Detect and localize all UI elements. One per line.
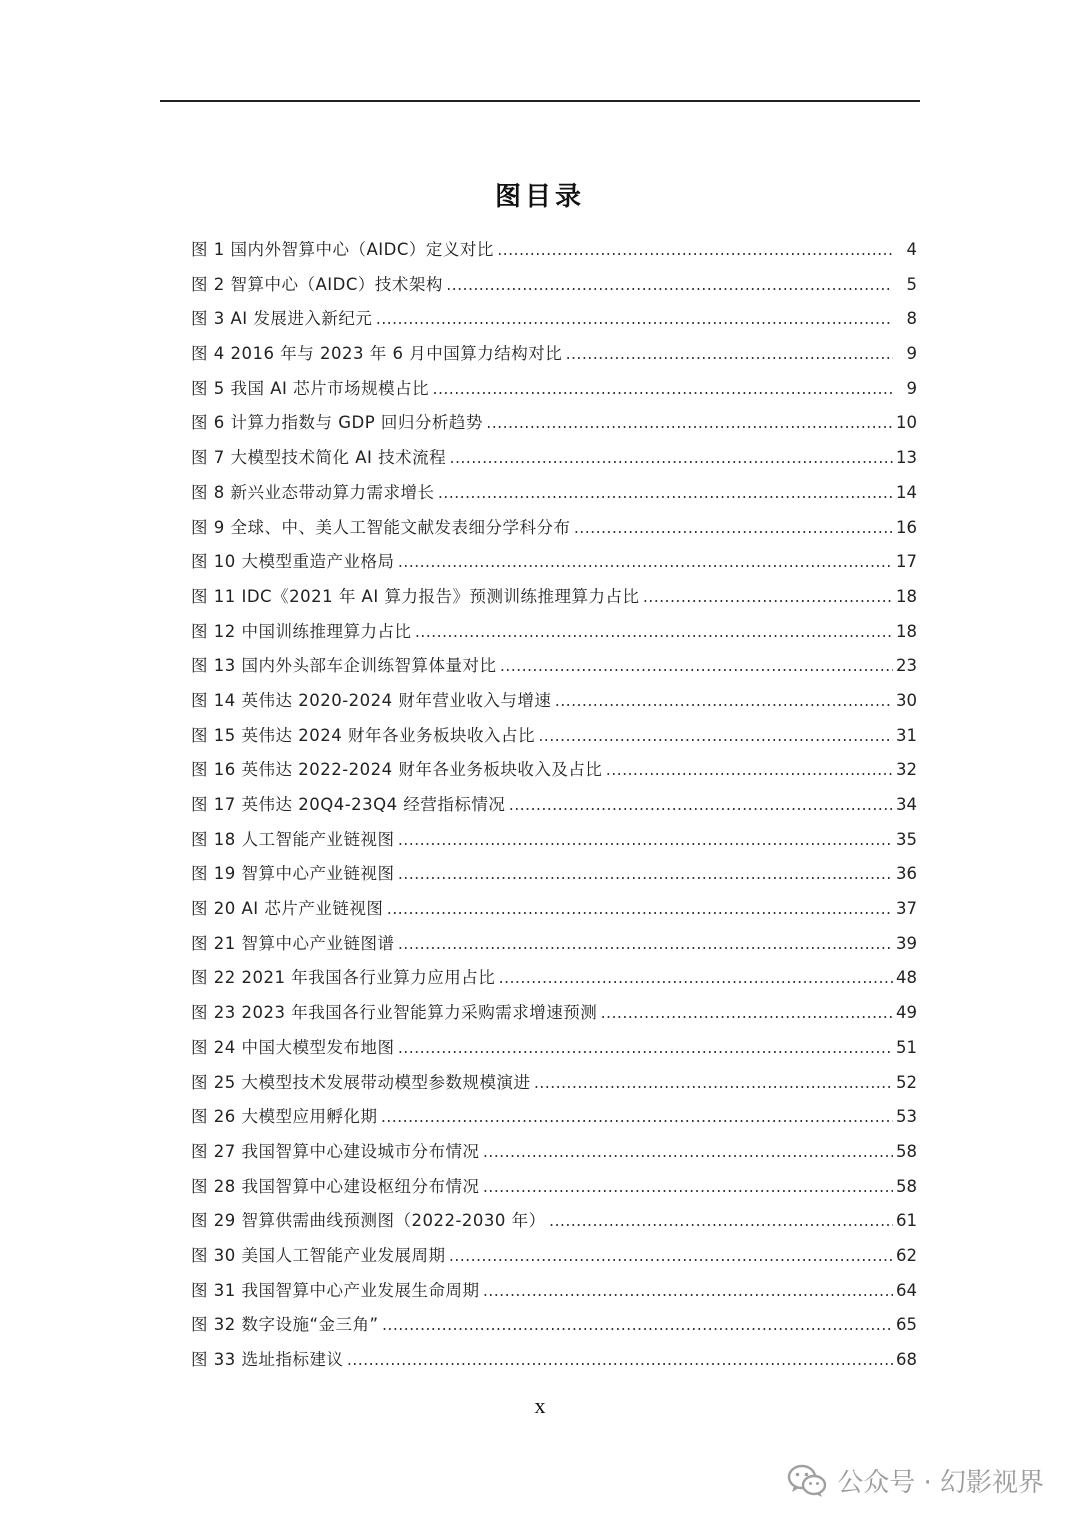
dot-leader <box>641 582 893 617</box>
toc-entry[interactable] <box>191 1274 917 1309</box>
entry-label: 图 12 中国训练推理算力占比 <box>191 621 412 641</box>
dot-leader <box>397 825 894 860</box>
dot-leader <box>397 1033 894 1068</box>
toc-entry[interactable] <box>191 1170 917 1205</box>
header-rule <box>160 100 920 102</box>
dot-leader <box>397 929 894 964</box>
toc-entry[interactable] <box>191 476 917 511</box>
toc-entry[interactable] <box>191 511 917 546</box>
toc-entry[interactable] <box>191 441 917 476</box>
toc-entry[interactable] <box>191 580 917 615</box>
dot-leader <box>448 443 893 478</box>
entry-page-number: 18 <box>896 621 917 641</box>
toc-entry[interactable] <box>191 372 917 407</box>
entry-page-number: 13 <box>896 448 917 468</box>
dot-leader <box>553 686 893 721</box>
dot-leader <box>431 374 893 409</box>
dot-leader <box>380 1102 894 1137</box>
entry-page-number: 8 <box>906 309 917 329</box>
entry-page-number: 52 <box>896 1072 917 1092</box>
entry-label: 图 29 智算供需曲线预测图（2022-2030 年） <box>191 1211 546 1231</box>
dot-leader <box>397 859 894 894</box>
entry-label: 图 8 新兴业态带动算力需求增长 <box>191 482 435 502</box>
entry-page-number: 37 <box>896 899 917 919</box>
dot-leader <box>381 1310 893 1345</box>
toc-entry[interactable] <box>191 1100 917 1135</box>
entry-page-number: 9 <box>906 378 917 398</box>
entry-page-number: 48 <box>896 968 917 988</box>
toc-entry[interactable] <box>191 337 917 372</box>
entry-label: 图 1 国内外智算中心（AIDC）定义对比 <box>191 240 494 259</box>
entry-page-number: 18 <box>896 586 917 606</box>
dot-leader <box>507 790 893 825</box>
watermark <box>787 1462 1044 1499</box>
entry-label: 图 16 英伟达 2022-2024 财年各业务板块收入及占比 <box>191 760 603 780</box>
toc-entry[interactable] <box>191 1204 917 1239</box>
toc-entry[interactable] <box>191 753 917 788</box>
entry-label: 图 18 人工智能产业链视图 <box>191 829 395 849</box>
watermark-text: 公众号 · 幻影视界 <box>837 1468 1044 1498</box>
entry-label: 图 28 我国智算中心建设枢纽分布情况 <box>191 1176 480 1196</box>
entry-page-number: 35 <box>896 829 917 849</box>
entry-label: 图 9 全球、中、美人工智能文献发表细分学科分布 <box>191 517 571 537</box>
entry-label: 图 14 英伟达 2020-2024 财年营业收入与增速 <box>191 690 552 710</box>
entry-label: 图 17 英伟达 20Q4-23Q4 经营指标情况 <box>191 795 506 814</box>
entry-page-number: 64 <box>896 1280 917 1300</box>
toc-entry[interactable] <box>191 857 917 892</box>
entry-label: 图 6 计算力指数与 GDP 回归分析趋势 <box>191 413 483 433</box>
entry-page-number: 14 <box>896 482 917 502</box>
dot-leader <box>537 721 893 756</box>
entry-page-number: 31 <box>896 725 917 745</box>
entry-page-number: 32 <box>896 760 917 780</box>
entry-label: 图 23 2023 年我国各行业智能算力采购需求增速预测 <box>191 1003 598 1023</box>
toc-entry[interactable] <box>191 615 917 650</box>
toc-entry[interactable] <box>191 1135 917 1170</box>
toc-entry[interactable] <box>191 1066 917 1101</box>
entry-label: 图 33 选址指标建议 <box>191 1350 344 1369</box>
toc-entry[interactable] <box>191 823 917 858</box>
toc-entry[interactable] <box>191 233 917 268</box>
dot-leader <box>437 478 894 513</box>
entry-page-number: 51 <box>896 1037 917 1057</box>
entry-page-number: 62 <box>896 1245 917 1265</box>
entry-label: 图 22 2021 年我国各行业算力应用占比 <box>191 968 496 988</box>
dot-leader <box>599 998 893 1033</box>
entry-page-number: 23 <box>896 656 917 676</box>
toc-entry[interactable] <box>191 996 917 1031</box>
dot-leader <box>397 547 894 582</box>
entry-page-number: 9 <box>906 344 917 364</box>
entry-label: 图 5 我国 AI 芯片市场规模占比 <box>191 378 430 398</box>
toc-entry[interactable] <box>191 649 917 684</box>
entry-label: 图 20 AI 芯片产业链视图 <box>191 899 384 919</box>
entry-label: 图 31 我国智算中心产业发展生命周期 <box>191 1280 480 1300</box>
dot-leader <box>482 1276 894 1311</box>
toc-entry[interactable] <box>191 1031 917 1066</box>
dot-leader <box>485 408 893 443</box>
entry-page-number: 39 <box>896 933 917 953</box>
entry-page-number: 58 <box>896 1141 917 1161</box>
dot-leader <box>374 304 893 339</box>
toc-entry[interactable] <box>191 892 917 927</box>
entry-page-number: 49 <box>896 1003 917 1023</box>
figure-list <box>191 233 917 1378</box>
toc-entry[interactable] <box>191 927 917 962</box>
dot-leader <box>499 651 894 686</box>
wechat-icon <box>787 1464 827 1498</box>
dot-leader <box>564 339 893 374</box>
entry-label: 图 21 智算中心产业链图谱 <box>191 933 395 953</box>
entry-label: 图 2 智算中心（AIDC）技术架构 <box>191 274 443 294</box>
entry-page-number: 34 <box>896 795 917 814</box>
dot-leader <box>445 270 893 305</box>
toc-entry[interactable] <box>191 1308 917 1343</box>
entry-page-number: 36 <box>896 864 917 884</box>
entry-label: 图 19 智算中心产业链视图 <box>191 864 395 884</box>
dot-leader <box>482 1172 894 1207</box>
toc-entry[interactable] <box>191 545 917 580</box>
entry-label: 图 32 数字设施“金三角” <box>191 1315 379 1335</box>
entry-page-number: 61 <box>896 1211 917 1231</box>
entry-label: 图 25 大模型技术发展带动模型参数规模演进 <box>191 1072 531 1092</box>
dot-leader <box>548 1206 893 1241</box>
entry-page-number: 58 <box>896 1176 917 1196</box>
entry-page-number: 16 <box>896 517 917 537</box>
entry-label: 图 27 我国智算中心建设城市分布情况 <box>191 1141 480 1161</box>
dot-leader <box>346 1345 894 1380</box>
dot-leader <box>573 513 894 548</box>
dot-leader <box>385 894 893 929</box>
entry-page-number: 30 <box>896 690 917 710</box>
entry-page-number: 4 <box>906 240 917 259</box>
entry-label: 图 13 国内外头部车企训练智算体量对比 <box>191 656 497 676</box>
entry-page-number: 5 <box>906 274 917 294</box>
entry-label: 图 26 大模型应用孵化期 <box>191 1107 378 1127</box>
entry-label: 图 30 美国人工智能产业发展周期 <box>191 1245 446 1265</box>
entry-label: 图 15 英伟达 2024 财年各业务板块收入占比 <box>191 725 535 745</box>
entry-page-number: 65 <box>896 1315 917 1335</box>
toc-entry[interactable] <box>191 788 917 823</box>
dot-leader <box>482 1137 894 1172</box>
entry-label: 图 7 大模型技术简化 AI 技术流程 <box>191 448 447 468</box>
entry-label: 图 4 2016 年与 2023 年 6 月中国算力结构对比 <box>191 344 563 364</box>
dot-leader <box>533 1068 894 1103</box>
toc-entry[interactable] <box>191 1239 917 1274</box>
toc-entry[interactable] <box>191 406 917 441</box>
dot-leader <box>604 755 893 790</box>
entry-page-number: 10 <box>896 413 917 433</box>
entry-page-number: 68 <box>896 1350 917 1369</box>
toc-entry[interactable] <box>191 302 917 337</box>
entry-label: 图 11 IDC《2021 年 AI 算力报告》预测训练推理算力占比 <box>191 586 640 606</box>
toc-entry[interactable] <box>191 1343 917 1378</box>
entry-label: 图 10 大模型重造产业格局 <box>191 552 395 572</box>
page-title: 图目录 <box>494 182 585 212</box>
entry-page-number: 17 <box>896 552 917 572</box>
toc-entry[interactable] <box>191 268 917 303</box>
dot-leader <box>414 617 894 652</box>
dot-leader <box>496 235 893 270</box>
page-number: x <box>534 1393 546 1418</box>
entry-label: 图 3 AI 发展进入新纪元 <box>191 309 373 329</box>
toc-entry[interactable] <box>191 684 917 719</box>
toc-entry[interactable] <box>191 961 917 996</box>
entry-label: 图 24 中国大模型发布地图 <box>191 1037 395 1057</box>
toc-entry[interactable] <box>191 719 917 754</box>
entry-page-number: 53 <box>896 1107 917 1127</box>
dot-leader <box>497 963 893 998</box>
dot-leader <box>448 1241 894 1276</box>
